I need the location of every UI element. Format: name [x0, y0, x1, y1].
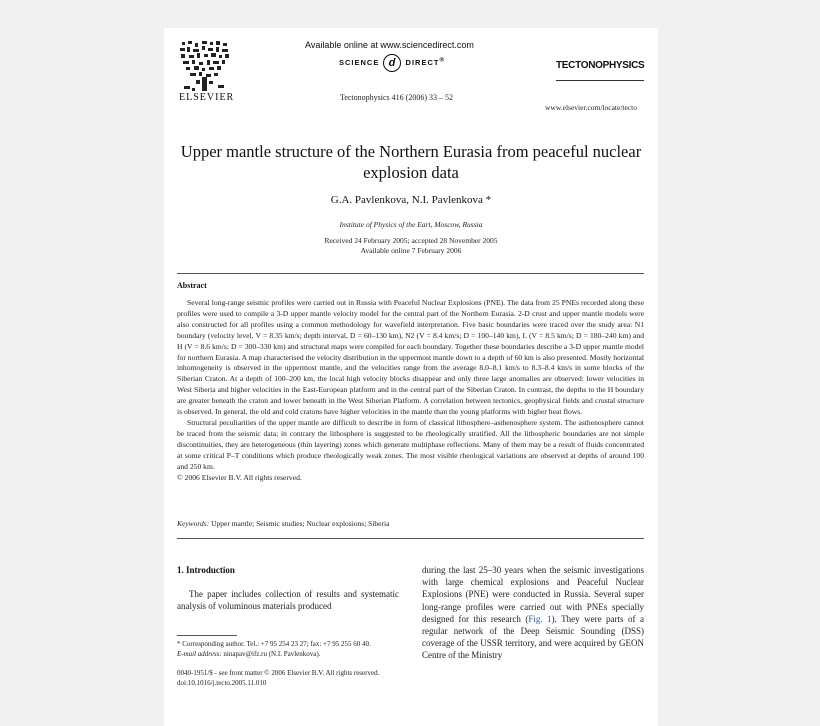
publisher-name: ELSEVIER [179, 92, 235, 103]
intro-text: during the last 25–30 years when the seismic investigations with large chemical explosions and Peaceful Nuclear Explosions (PNE) were conducted in Russia. Several super long-range profiles were carried out with PNEs specially designed for this research ( [422, 565, 644, 624]
intro-right-column [422, 564, 644, 662]
author-affiliation: Institute of Physics of the Eart, Moscow, Russia [339, 220, 483, 229]
abstract-body [177, 298, 644, 483]
article-dates [178, 236, 644, 256]
article-title: Upper mantle structure of the Northern Eurasia from peaceful nuclear explosion data [180, 142, 642, 182]
keywords [177, 519, 644, 528]
intro-text: ). They were parts of a regular network of the Deep Seismic Sounding (DSS) coverage of the USSR territory, and were acquired by GEON Centre of the Ministry [422, 613, 644, 661]
keywords-label: Keywords: [177, 519, 210, 528]
email-address[interactable]: ninapav@ifz.ru (N.I. Pavlenkova). [223, 649, 321, 658]
corresponding-author: * Corresponding author. Tel.: +7 95 254 23 27; fax: +7 95 255 60 40. [177, 640, 371, 648]
journal-logo: TECTONOPHYSICS [556, 60, 645, 71]
abstract-bottom-rule [177, 538, 644, 539]
available-date: Available online 7 February 2006 [360, 246, 462, 255]
journal-logo-rule [556, 80, 644, 81]
abstract-top-rule [177, 273, 644, 274]
sd-right-text: DIRECT [405, 57, 440, 67]
journal-url-link[interactable]: www.elsevier.com/locate/tecto [545, 103, 637, 112]
email-label: E-mail address: [177, 649, 222, 658]
sd-registered-mark: ® [439, 56, 446, 64]
footnote [177, 640, 407, 659]
available-online-link[interactable]: Available online at www.sciencedirect.com [305, 40, 474, 50]
section-heading: 1. Introduction [177, 565, 235, 575]
doi-link[interactable]: doi:10.1016/j.tecto.2005.11.010 [177, 679, 267, 687]
sciencedirect-logo[interactable] [339, 54, 445, 72]
received-date: Received 24 February 2005; accepted 28 November 2005 [324, 236, 498, 245]
sd-left-text: SCIENCE [339, 57, 380, 67]
article-authors: G.A. Pavlenkova, N.I. Pavlenkova * [330, 194, 492, 206]
figure-ref-link[interactable]: Fig. 1 [528, 613, 552, 624]
keywords-text: Upper mantle; Seismic studies; Nuclear explosions; Siberia [211, 519, 390, 528]
front-matter [177, 668, 417, 688]
sd-circle-icon: d [383, 54, 401, 72]
journal-reference: Tectonophysics 416 (2006) 33 – 52 [340, 93, 453, 102]
footnote-rule [177, 635, 237, 636]
issn-line: 0040-1951/$ - see front matter © 2006 Elsevier B.V. All rights reserved. [177, 669, 380, 677]
abstract-heading: Abstract [177, 281, 207, 290]
abstract-copyright: © 2006 Elsevier B.V. All rights reserved. [177, 472, 302, 482]
abstract-paragraph: Several long-range seismic profiles were carried out in Russia with Peaceful Nuclear Explosions (PNE). The data from 25 PNEs recorded along these profiles were used to compile a 3-D upper mantle velocity model for the central part of the Northern Eurasia. 2-D crust and upper mantle models were also constructed for all profiles using a common methodology for wavefield interpretation. Five basic boundaries were traced over the study area: N1 boundary (velocity level, V = 8.35 km/s; depth interval, D = 60–130 km), N2 (V = 8.4 km/s; D = 100–140 km), L (V = 8.5 km/s; D = 180–240 km) and H (V = 8.6 km/s; D = 300–330 km) and structural maps were compiled for each boundary. Together these boundaries describe a 3-D upper mantle model for northern Eurasia. A map characterised the velocity distribution in the uppermost mantle down to a depth of 60 km is also presented. Mostly horizontal inhomogeneity is observed in the uppermost mantle, and the velocities range from the average 8.0–8.1 km/s to 8.3–8.4 km/s in some blocks of the Siberian Craton. At a depth of 100–200 km, the local high velocity blocks disappear and only three large anomalies are observed: lower velocities in West Siberia and higher velocities in the East-European platform and in the central part of the Siberian Craton. In contrast, the depths to the H boundary are greater beneath the craton and lower beneath in the West Siberian Platform. A correlation between tectonics, geophysical fields and crustal structure is observed. In general, the old and cold cratons have higher velocities in the mantle than the young platforms with higher heat flows. [177, 298, 644, 417]
abstract-paragraph: Structural peculiarities of the upper mantle are difficult to describe in form of classical lithosphere–asthenosphere system. The asthenosphere cannot be traced from the seismic data; in contrary the lithosphere is suggested to be rheologically stratified. All the lithospheric boundaries are not simple discontinuities, they are heterogeneous (thin layering) zones which generate multiphase reflections. Many of them may be a result of fluids concentrated at some critical P–T conditions which produce rheologically weak zones. The most visible rheological variations are observed at depths of around 100 and 250 km. [177, 417, 644, 471]
email-line [177, 650, 407, 660]
intro-left-column: The paper includes collection of results and systematic analysis of voluminous materials produced [177, 589, 399, 612]
